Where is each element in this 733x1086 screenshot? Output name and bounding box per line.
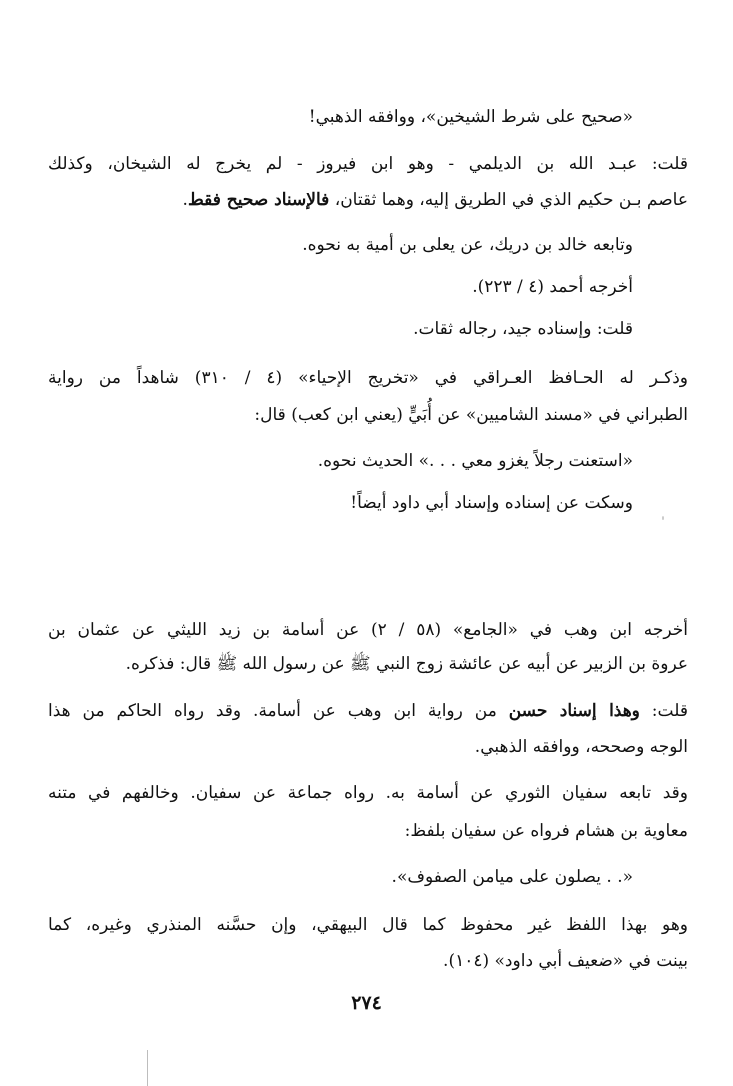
text-span: قلت:: [639, 701, 688, 721]
text-line: الطبراني في «مسند الشاميين» عن أُبَيٍّ (يعني ابن كعب) قال:: [254, 405, 688, 425]
text-line: «استعنت رجلاً يغزو معي . . .» الحديث نحوه.: [317, 451, 633, 471]
text-line: أخرجه ابن وهب في «الجامع» (٥٨ / ٢) عن أسامة بن زيد الليثي عن عثمان بن: [48, 620, 688, 640]
text-span: من رواية ابن وهب عن أسامة. وقد رواه الحاكم من هذا: [48, 701, 509, 721]
text-line: [48, 188, 688, 212]
text-line: «صحيح على شرط الشيخين»، ووافقه الذهبي!: [308, 107, 633, 127]
text-line: عروة بن الزبير عن أبيه عن عائشة زوج النبي ﷺ عن رسول الله ﷺ قال: فذكره.: [125, 654, 688, 674]
text-line: وسكت عن إسناده وإسناد أبي داود أيضاً!: [350, 493, 633, 513]
text-line: وقد تابعه سفيان الثوري عن أسامة به. رواه جماعة عن سفيان. وخالفهم في متنه: [48, 783, 688, 803]
text-line: أخرجه أحمد (٤ / ٢٢٣).: [472, 277, 633, 297]
text-line: وهو بهذا اللفظ غير محفوظ كما قال البيهقي، وإن حسَّنه المنذري وغيره، كما: [48, 915, 688, 935]
text-line: وذكـر له الحـافظ العـراقي في «تخريج الإحياء» (٤ / ٣١٠) شاهداً من رواية: [48, 368, 688, 388]
text-line: معاوية بن هشام فرواه عن سفيان بلفظ:: [404, 821, 688, 841]
text-line: [48, 699, 688, 723]
bold-verdict: فالإسناد صحيح فقط: [187, 190, 330, 210]
text-line: بينت في «ضعيف أبي داود» (١٠٤).: [443, 951, 688, 971]
text-line: قلت: عبـد الله بن الديلمي - وهو ابن فيروز - لم يخرج له الشيخان، وكذلك: [48, 154, 688, 174]
page-number: ٢٧٤: [351, 992, 382, 1014]
text-span: عاصم بـن حكيم الذي في الطريق إليه، وهما ثقتان،: [329, 190, 688, 210]
text-line: «. . يصلون على ميامن الصفوف».: [391, 867, 633, 887]
text-span: .: [182, 190, 188, 210]
text-line: قلت: وإسناده جيد، رجاله ثقات.: [413, 319, 633, 339]
text-line: الوجه وصححه، ووافقه الذهبي.: [474, 737, 688, 757]
text-line: وتابعه خالد بن دريك، عن يعلى بن أمية به نحوه.: [302, 235, 633, 255]
scan-edge-divider: [147, 1050, 148, 1086]
bold-verdict: وهذا إسناد حسن: [508, 701, 640, 721]
